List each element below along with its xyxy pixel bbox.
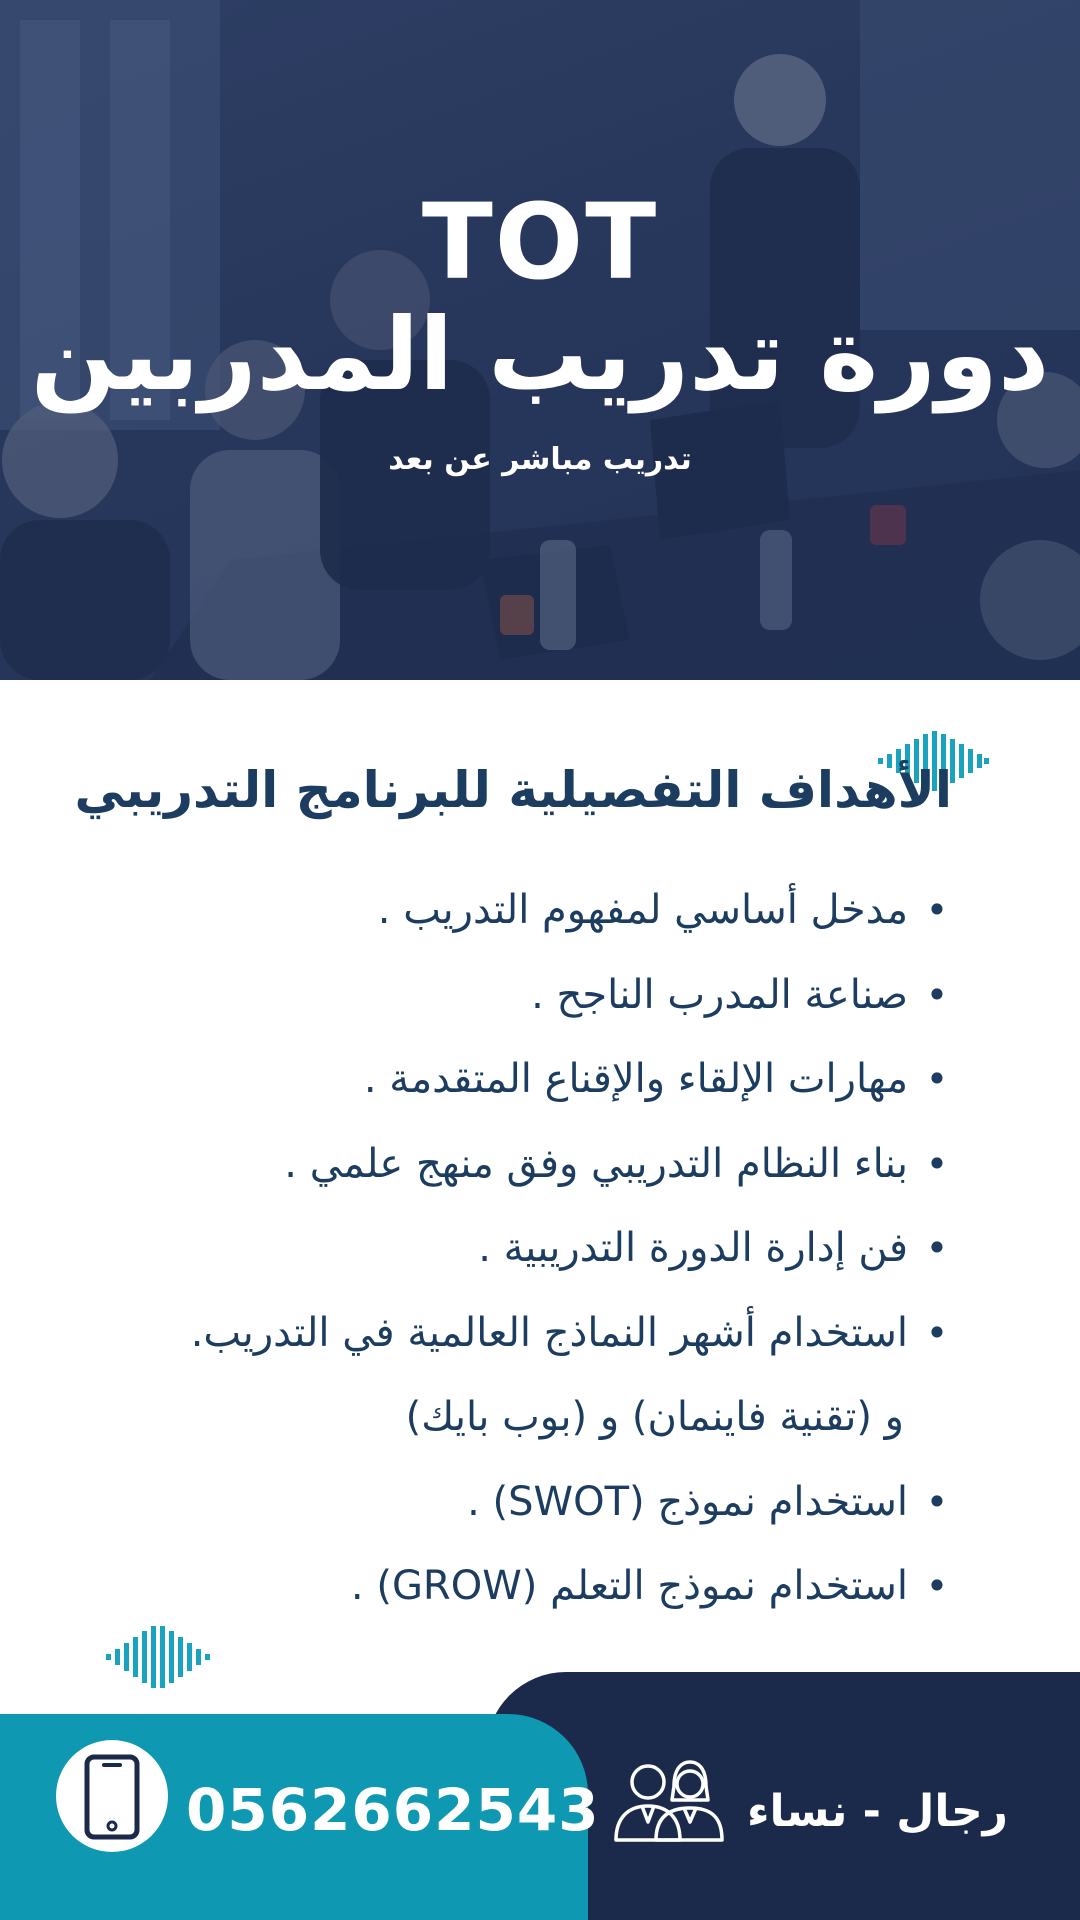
list-item	[12, 1291, 952, 1376]
man-woman-icon	[610, 1758, 724, 1842]
diamond-stripes-icon	[104, 1624, 216, 1690]
list-item	[12, 1037, 952, 1122]
list-item-text: استخدام نموذج (SWOT) .	[467, 1478, 908, 1525]
list-item-text: مدخل أساسي لمفهوم التدريب .	[377, 887, 908, 933]
list-item	[12, 868, 952, 953]
hero-text	[0, 0, 1080, 680]
phone-icon-badge	[56, 1740, 168, 1852]
smartphone-icon	[84, 1754, 140, 1840]
list-item	[12, 1460, 952, 1545]
bullet: •	[925, 1310, 949, 1355]
bullet: •	[925, 1226, 949, 1270]
list-item-text: فن إدارة الدورة التدريبية .	[478, 1225, 908, 1271]
list-item	[12, 953, 952, 1038]
list-item-continuation	[12, 1375, 952, 1460]
list-item	[12, 1122, 952, 1207]
bullet: •	[925, 1564, 949, 1608]
list-item	[12, 1544, 952, 1629]
list-item-text: صناعة المدرب الناجح .	[531, 971, 908, 1018]
objectives-heading: الأهداف التفصيلية للبرنامج التدريبي	[74, 761, 952, 819]
list-item-text: استخدام نموذج التعلم (GROW) .	[350, 1563, 908, 1609]
bullet: •	[925, 1479, 949, 1524]
course-code: TOT	[421, 181, 659, 303]
objectives-section	[0, 680, 1080, 1670]
list-item-text: مهارات الإلقاء والإقناع المتقدمة .	[363, 1056, 908, 1102]
list-item-text: استخدام أشهر النماذج العالمية في التدريب.	[190, 1309, 908, 1356]
course-subtitle: تدريب مباشر عن بعد	[388, 442, 692, 477]
bullet: •	[925, 972, 949, 1017]
list-item-text: و (تقنية فاينمان) و (بوب بايك)	[405, 1394, 904, 1440]
list-item-text: بناء النظام التدريبي وفق منهج علمي .	[284, 1140, 908, 1187]
audience-label: رجال - نساء	[747, 1786, 1008, 1837]
phone-number[interactable]: 0562662543	[186, 1776, 600, 1844]
list-item	[12, 1206, 952, 1291]
objectives-list	[12, 868, 952, 1629]
bullet: •	[925, 888, 949, 932]
course-title: دورة تدريب المدربين	[30, 296, 1050, 413]
hero-banner	[0, 0, 1080, 680]
bullet: •	[925, 1141, 949, 1186]
bullet: •	[925, 1057, 949, 1101]
